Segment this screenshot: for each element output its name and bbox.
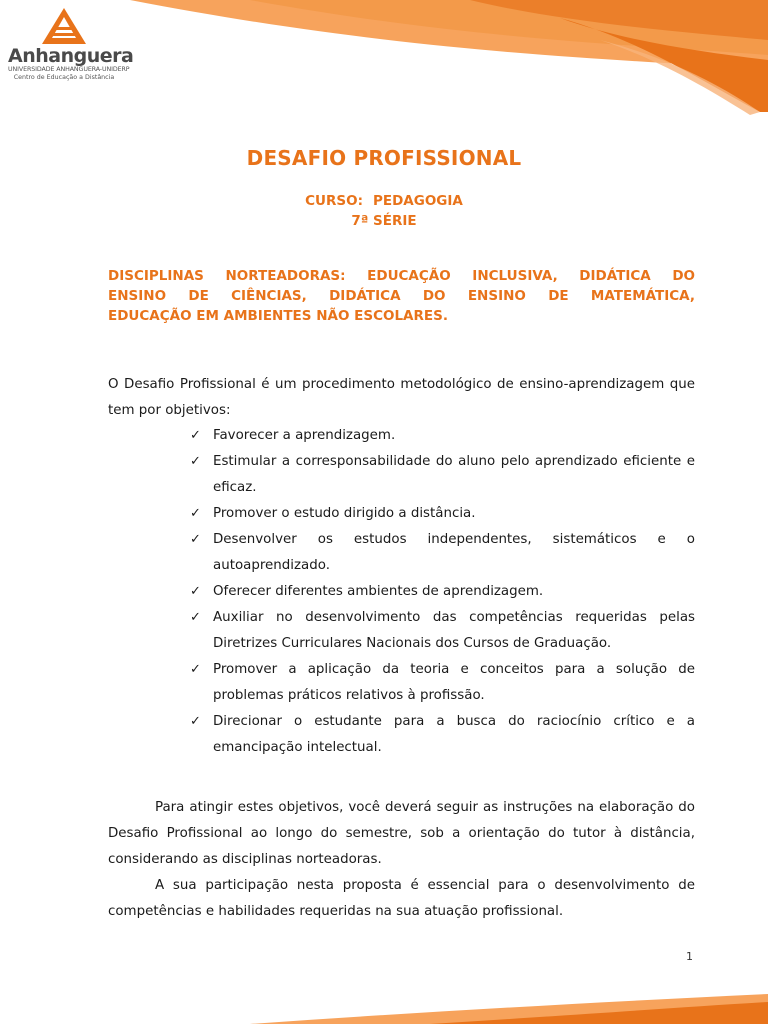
brand-name: Anhanguera xyxy=(8,45,134,67)
objective-text: Direcionar o estudante para a busca do raciocínio crítico e a emancipação intelectual. xyxy=(213,714,695,755)
check-icon: ✓ xyxy=(190,714,201,729)
list-item xyxy=(190,527,695,579)
university-name: UNIVERSIDADE ANHANGUERA-UNIDERP xyxy=(8,66,130,73)
course-info xyxy=(0,191,768,231)
objectives-list xyxy=(190,423,695,761)
objective-text: Oferecer diferentes ambientes de aprendizagem. xyxy=(213,584,544,599)
page-title: DESAFIO PROFISSIONAL xyxy=(246,146,522,170)
disciplines-line: ENSINO DE CIÊNCIAS, DIDÁTICA DO ENSINO DE MATEMÁTICA, xyxy=(108,288,695,304)
check-icon: ✓ xyxy=(190,584,201,599)
intro-paragraph: O Desafio Profissional é um procedimento metodológico de ensino-aprendizagem que tem por objetivos: xyxy=(108,377,695,418)
objective-text: Promover a aplicação da teoria e conceitos para a solução de problemas práticos relativos à profissão. xyxy=(213,662,695,703)
list-item xyxy=(190,501,695,527)
course-value: PEDAGOGIA xyxy=(372,193,463,209)
anhanguera-triangle-icon xyxy=(42,8,86,44)
objective-text: Promover o estudo dirigido a distância. xyxy=(213,506,476,521)
check-icon: ✓ xyxy=(190,662,201,677)
check-icon: ✓ xyxy=(190,610,201,625)
closing-section xyxy=(108,795,695,925)
check-icon: ✓ xyxy=(190,532,201,547)
check-icon: ✓ xyxy=(190,454,201,469)
objective-text: Auxiliar no desenvolvimento das competências requeridas pelas Diretrizes Curriculares Nacionais dos Cursos de Graduação. xyxy=(213,610,695,651)
course-series: 7ª SÉRIE xyxy=(351,213,417,229)
disciplines-line: EDUCAÇÃO EM AMBIENTES NÃO ESCOLARES. xyxy=(108,308,448,324)
objective-text: Desenvolver os estudos independentes, sistemáticos e o autoaprendizado. xyxy=(213,532,695,573)
list-item xyxy=(190,657,695,709)
objective-text: Favorecer a aprendizagem. xyxy=(213,428,396,443)
objective-text: Estimular a corresponsabilidade do aluno pelo aprendizado eficiente e eficaz. xyxy=(213,454,695,495)
closing-paragraph: A sua participação nesta proposta é essencial para o desenvolvimento de competências e habilidades requeridas na sua atuação profissional. xyxy=(108,878,695,919)
page-number: 1 xyxy=(686,950,693,963)
footer-swoosh-decoration xyxy=(0,990,768,1024)
list-item xyxy=(190,605,695,657)
list-item xyxy=(190,423,695,449)
anhanguera-logo xyxy=(8,8,134,82)
list-item xyxy=(190,449,695,501)
guiding-disciplines xyxy=(108,266,695,326)
disciplines-line: DISCIPLINAS NORTEADORAS: EDUCAÇÃO INCLUSIVA, DIDÁTICA DO xyxy=(108,268,695,284)
closing-paragraph: Para atingir estes objetivos, você deverá seguir as instruções na elaboração do Desafio Profissional ao longo do semestre, sob a orientação do tutor à distância, considerando as disciplinas norteadoras. xyxy=(108,800,695,867)
list-item xyxy=(190,579,695,605)
check-icon: ✓ xyxy=(190,428,201,443)
check-icon: ✓ xyxy=(190,506,201,521)
list-item xyxy=(190,709,695,761)
course-label: CURSO: xyxy=(305,193,363,209)
center-name: Centro de Educação a Distância xyxy=(13,74,115,81)
